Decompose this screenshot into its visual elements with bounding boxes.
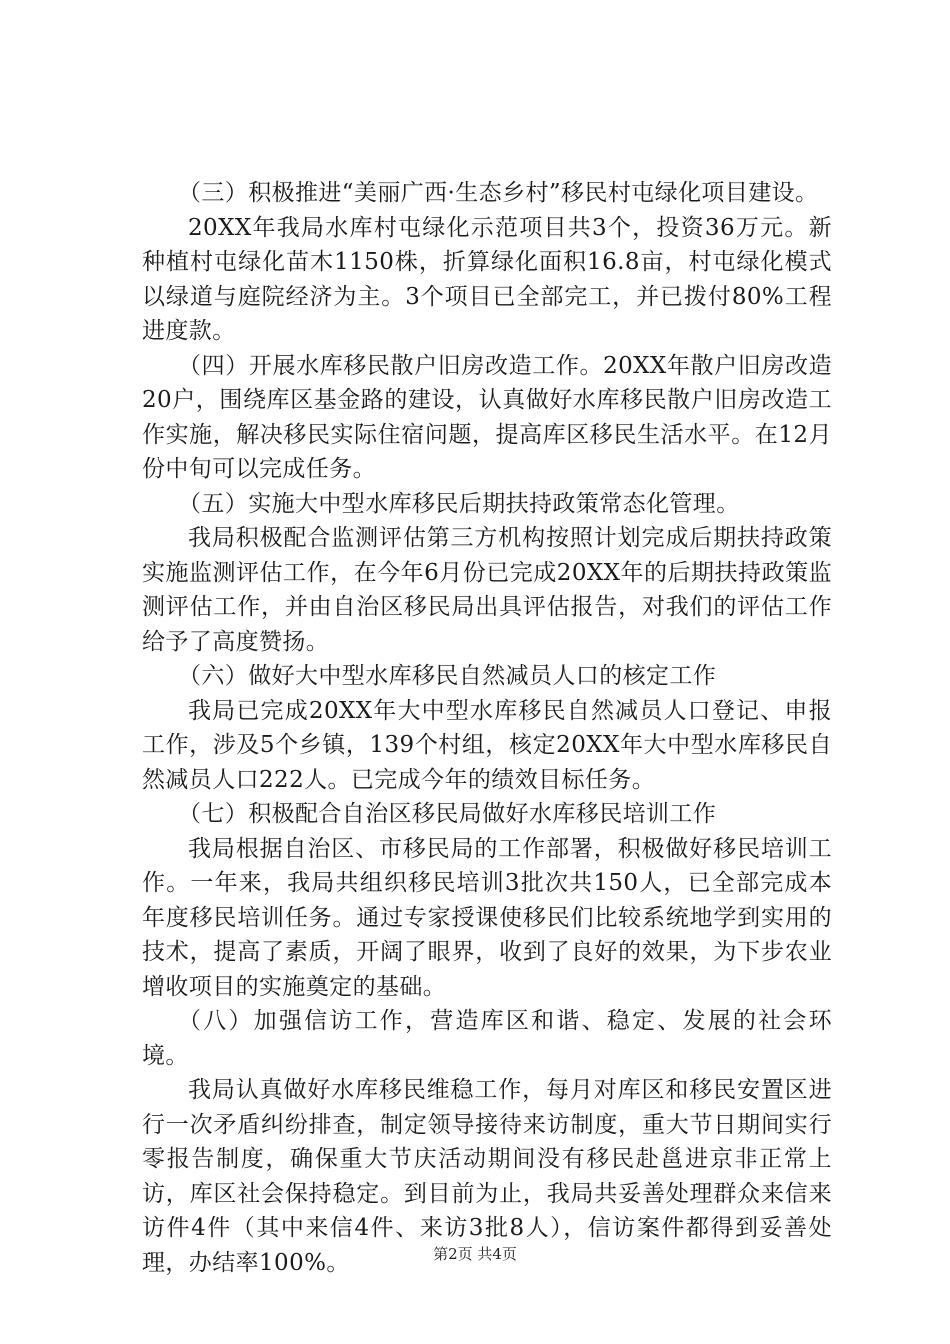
section-paragraph-6: 我局已完成20XX年大中型水库移民自然减员人口登记、申报工作，涉及5个乡镇，139个村组，核定20XX年大中型水库移民自然减员人口222人。已完成今年的绩效目标任务。 — [142, 697, 832, 793]
section-heading-6: （六）做好大中型水库移民自然减员人口的核定工作 — [178, 663, 717, 689]
document-body — [142, 176, 832, 1280]
section-paragraph-5: 我局积极配合监测评估第三方机构按照计划完成后期扶持政策实施监测评估工作，在今年6月份已完成20XX年的后期扶持政策监测评估工作，并由自治区移民局出具评估报告，对我们的评估工作给予了高度赞扬。 — [142, 525, 832, 655]
section-heading-4: （四）开展水库移民散户旧房改造工作。20XX年散户旧房改造20户，围绕库区基金路的建设，认真做好水库移民散户旧房改造工作实施，解决移民实际住宿问题，提高库区移民生活水平。在12月份中旬可以完成任务。 — [142, 352, 832, 482]
section-heading-5: （五）实施大中型水库移民后期扶持政策常态化管理。 — [178, 490, 740, 517]
section-heading-8: （八）加强信访工作，营造库区和谐、稳定、发展的社会环境。 — [142, 1008, 832, 1069]
section-heading-7: （七）积极配合自治区移民局做好水库移民培训工作 — [178, 801, 717, 827]
page-number-footer: 第2页 共4页 — [433, 1245, 517, 1263]
section-paragraph-7: 我局根据自治区、市移民局的工作部署，积极做好移民培训工作。一年来，我局共组织移民培训3批次共150人，已全部完成本年度移民培训任务。通过专家授课使移民们比较系统地学到实用的技术，提高了素质，开阔了眼界，收到了良好的效果，为下步农业增收项目的实施奠定的基础。 — [142, 835, 832, 1000]
section-heading-3: （三）积极推进“美丽广西·生态乡村”移民村屯绿化项目建设。 — [178, 180, 819, 206]
section-paragraph-8: 我局认真做好水库移民维稳工作，每月对库区和移民安置区进行一次矛盾纠纷排查，制定领导接待来访制度，重大节日期间实行零报告制度，确保重大节庆活动期间没有移民赴邕进京非正常上访，库区社会保持稳定。到目前为止，我局共妥善处理群众来信来访件4件（其中来信4件、来访3批8人），信访案件都得到妥善处理，办结率100%。 — [142, 1077, 832, 1276]
section-paragraph-3: 20XX年我局水库村屯绿化示范项目共3个，投资36万元。新种植村屯绿化苗木1150株，折算绿化面积16.8亩，村屯绿化模式以绿道与庭院经济为主。3个项目已全部完工，并已拨付80%工程进度款。 — [142, 214, 832, 344]
